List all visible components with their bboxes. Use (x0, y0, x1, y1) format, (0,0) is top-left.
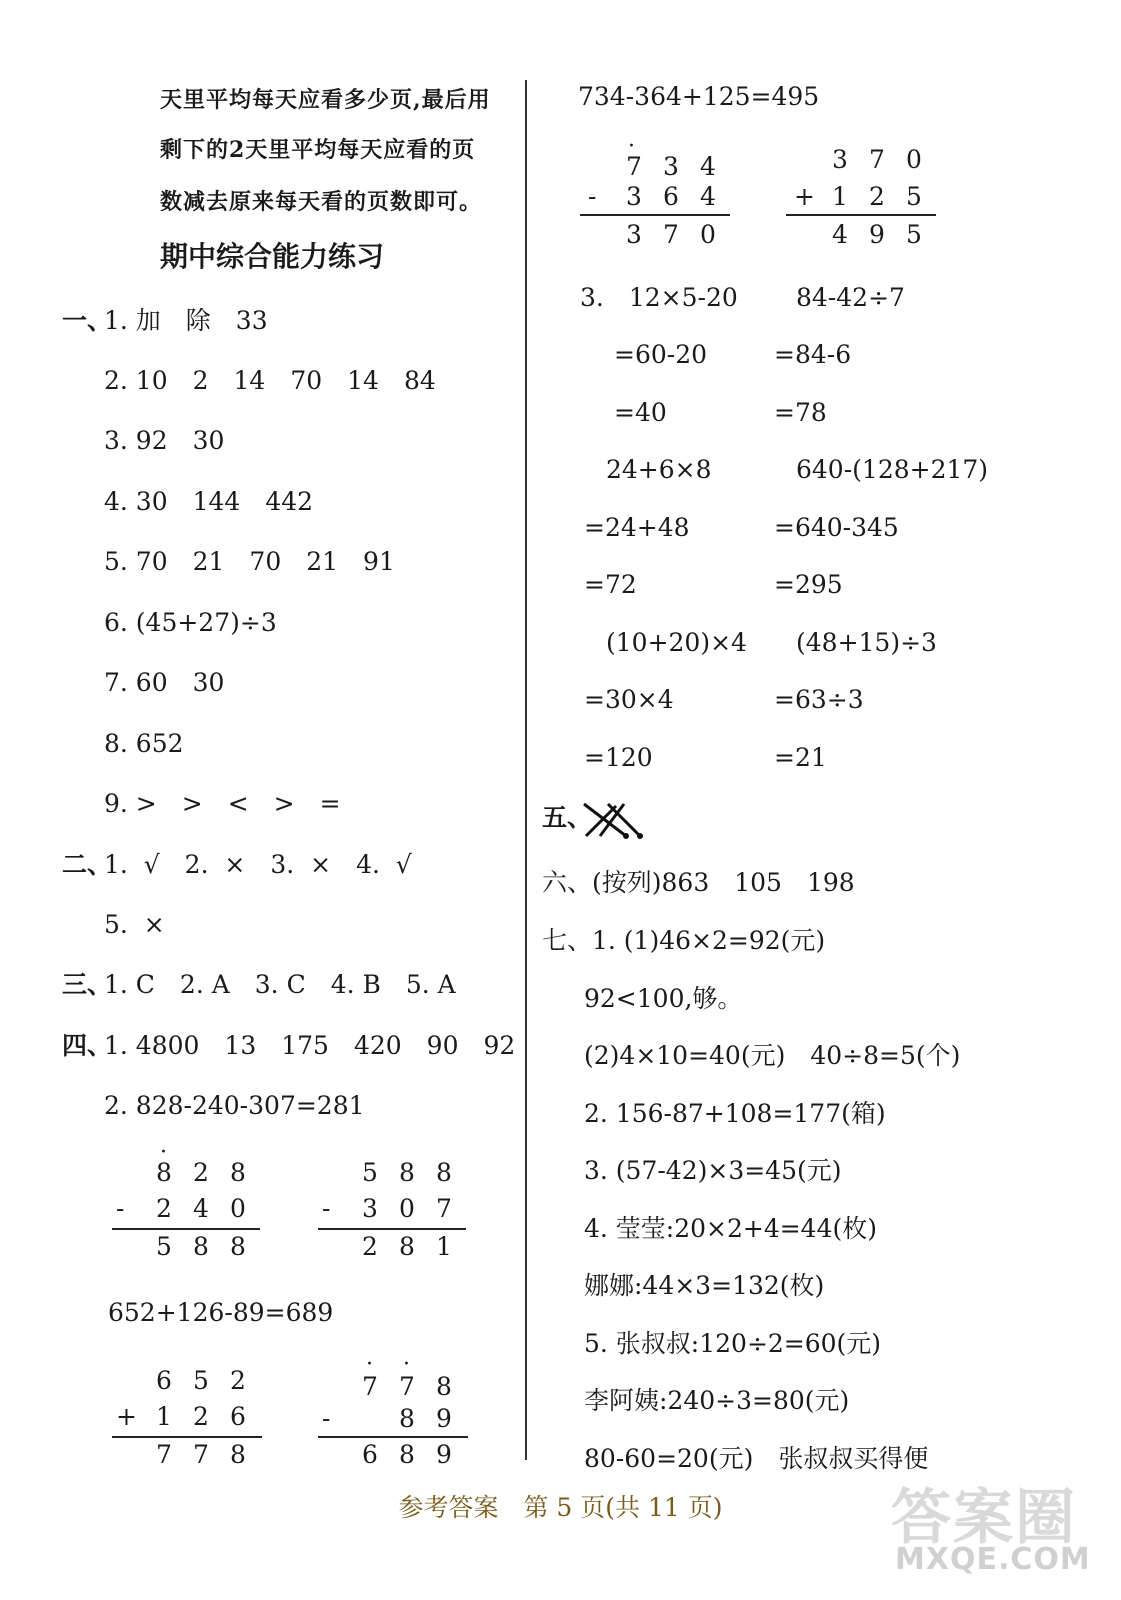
digit: 5 (193, 1366, 209, 1395)
s4-line-1: 1. 4800 13 175 420 90 92 (104, 1031, 516, 1060)
digit: 8 (230, 1158, 246, 1187)
borrow-dot: · (366, 1352, 373, 1377)
operator: - (588, 182, 597, 211)
s4-equation-2: 2. 828-240-307=281 (104, 1091, 365, 1120)
intro-line-1: 天里平均每天应看多少页,最后用 (160, 87, 491, 113)
s7-line-7: 娜娜:44×3=132(枚) (584, 1271, 825, 1300)
p3-row-5-a: =24+48 (584, 513, 690, 542)
s7-line-5: 3. (57-42)×3=45(元) (584, 1156, 842, 1185)
digit: 8 (399, 1232, 415, 1261)
section-6: 六、(按列)863 105 198 (542, 868, 855, 897)
sum-line (112, 1436, 262, 1438)
digit: 3 (626, 182, 642, 211)
p3-row-4-a: 24+6×8 (606, 455, 712, 484)
digit: 8 (399, 1404, 415, 1433)
digit: 7 (626, 152, 642, 181)
digit: 4 (700, 182, 716, 211)
operator: + (794, 182, 815, 211)
digit: 8 (436, 1158, 452, 1187)
watermark-url: MXQE.COM (895, 1542, 1091, 1577)
digit: 3 (832, 145, 848, 174)
digit: 5 (906, 220, 922, 249)
digit: 0 (230, 1194, 246, 1223)
digit: 2 (869, 182, 885, 211)
p3-row-8-a: =30×4 (584, 685, 674, 714)
p3-row-1-b: 84-42÷7 (796, 283, 905, 312)
watermark-logo (891, 1470, 1091, 1580)
s1-item-4: 4. 30 144 442 (104, 487, 314, 516)
digit: 9 (869, 220, 885, 249)
p3-row-6-a: =72 (584, 570, 637, 599)
s7-line-9: 李阿姨:240÷3=80(元) (584, 1386, 850, 1415)
p3-row-2-b: =84-6 (774, 340, 852, 369)
s1-item-1: 1. 加 除 33 (104, 306, 268, 335)
borrow-dot: · (403, 1352, 410, 1377)
s1-item-7: 7. 60 30 (104, 668, 225, 697)
digit: 1 (832, 182, 848, 211)
intro-line-3: 数减去原来每天看的页数即可。 (160, 189, 483, 215)
digit: 7 (869, 145, 885, 174)
digit: 6 (230, 1402, 246, 1431)
digit: 6 (156, 1366, 172, 1395)
s7-line-4: 2. 156-87+108=177(箱) (584, 1099, 886, 1128)
p3-row-4-b: 640-(128+217) (796, 455, 989, 484)
sum-line (112, 1228, 260, 1230)
digit: 8 (156, 1158, 172, 1187)
digit: 8 (230, 1440, 246, 1469)
digit: 4 (700, 152, 716, 181)
digit: 1 (156, 1402, 172, 1431)
s1-item-9: 9. > > < > = (104, 789, 341, 818)
digit: 7 (362, 1372, 378, 1401)
operator: - (116, 1194, 125, 1223)
p3-row-6-b: =295 (774, 570, 843, 599)
digit: 0 (399, 1194, 415, 1223)
p3-row-1-a: 3. 12×5-20 (580, 283, 738, 312)
operator: - (322, 1194, 331, 1223)
p3-row-3-a: =40 (614, 398, 667, 427)
section-2-label: 二、 (62, 850, 113, 879)
watermark-top: 答案圈 (891, 1483, 1077, 1553)
digit: 5 (362, 1158, 378, 1187)
digit: 0 (700, 220, 716, 249)
sum-line (318, 1436, 468, 1438)
digit: 5 (906, 182, 922, 211)
section-3-label: 三、 (62, 970, 113, 999)
digit: 2 (193, 1402, 209, 1431)
s1-item-2: 2. 10 2 14 70 14 84 (104, 366, 436, 395)
digit: 3 (362, 1194, 378, 1223)
crossing-lines-answer (582, 800, 644, 840)
digit: 7 (399, 1372, 415, 1401)
digit: 8 (399, 1440, 415, 1469)
s1-item-5: 5. 70 21 70 21 91 (104, 547, 395, 576)
s2-line-1: 1. √ 2. × 3. × 4. √ (104, 850, 412, 879)
digit: 2 (230, 1366, 246, 1395)
digit: 4 (832, 220, 848, 249)
digit: 7 (156, 1440, 172, 1469)
s4-equation-3: 652+126-89=689 (108, 1298, 334, 1327)
digit: 6 (362, 1440, 378, 1469)
s7-line-6: 4. 莹莹:20×2+4=44(枚) (584, 1214, 878, 1243)
s1-item-6: 6. (45+27)÷3 (104, 608, 277, 637)
p3-row-3-b: =78 (774, 398, 827, 427)
digit: 8 (193, 1232, 209, 1261)
digit: 9 (436, 1440, 452, 1469)
borrow-dot: · (160, 1140, 167, 1165)
sum-line (318, 1228, 466, 1230)
digit: 2 (193, 1158, 209, 1187)
s1-item-8: 8. 652 (104, 729, 184, 758)
p3-row-7-b: (48+15)÷3 (796, 628, 937, 657)
digit: 8 (399, 1158, 415, 1187)
digit: 7 (193, 1440, 209, 1469)
page-title: 期中综合能力练习 (160, 240, 385, 273)
s1-item-3: 3. 92 30 (104, 426, 225, 455)
digit: 6 (663, 182, 679, 211)
p3-row-5-b: =640-345 (774, 513, 899, 542)
digit: 8 (436, 1372, 452, 1401)
page-footer: 参考答案 第 5 页(共 11 页) (398, 1493, 723, 1522)
sum-line (786, 214, 936, 216)
p3-row-7-a: (10+20)×4 (606, 628, 747, 657)
digit: 3 (626, 220, 642, 249)
p3-row-9-a: =120 (584, 743, 653, 772)
section-5-label: 五、 (542, 803, 593, 832)
s7-line-2: 92<100,够。 (584, 984, 743, 1013)
digit: 1 (436, 1232, 452, 1261)
p3-row-9-b: =21 (774, 743, 827, 772)
s2-line-2: 5. × (104, 910, 165, 939)
digit: 4 (193, 1194, 209, 1223)
p3-row-8-b: =63÷3 (774, 685, 864, 714)
sum-line (580, 214, 730, 216)
operator: + (116, 1402, 137, 1431)
s7-line-10: 80-60=20(元) 张叔叔买得便 (584, 1444, 929, 1473)
borrow-dot: · (628, 134, 635, 159)
s7-line-3: (2)4×10=40(元) 40÷8=5(个) (584, 1041, 961, 1070)
s7-line-8: 5. 张叔叔:120÷2=60(元) (584, 1329, 882, 1358)
digit: 2 (156, 1194, 172, 1223)
p3-row-2-a: =60-20 (614, 340, 708, 369)
intro-line-2: 剩下的2天里平均每天应看的页 (160, 137, 476, 163)
operator: - (322, 1404, 331, 1433)
digit: 3 (663, 152, 679, 181)
section-4-label: 四、 (62, 1031, 113, 1060)
s3-line-1: 1. C 2. A 3. C 4. B 5. A (104, 970, 456, 999)
column-divider (525, 80, 527, 1460)
section-1-label: 一、 (62, 306, 113, 335)
digit: 0 (906, 145, 922, 174)
s7-line-1: 七、1. (1)46×2=92(元) (542, 926, 826, 955)
r-equation-1: 734-364+125=495 (578, 82, 820, 111)
digit: 9 (436, 1404, 452, 1433)
digit: 7 (663, 220, 679, 249)
digit: 8 (230, 1232, 246, 1261)
digit: 5 (156, 1232, 172, 1261)
digit: 2 (362, 1232, 378, 1261)
digit: 7 (436, 1194, 452, 1223)
